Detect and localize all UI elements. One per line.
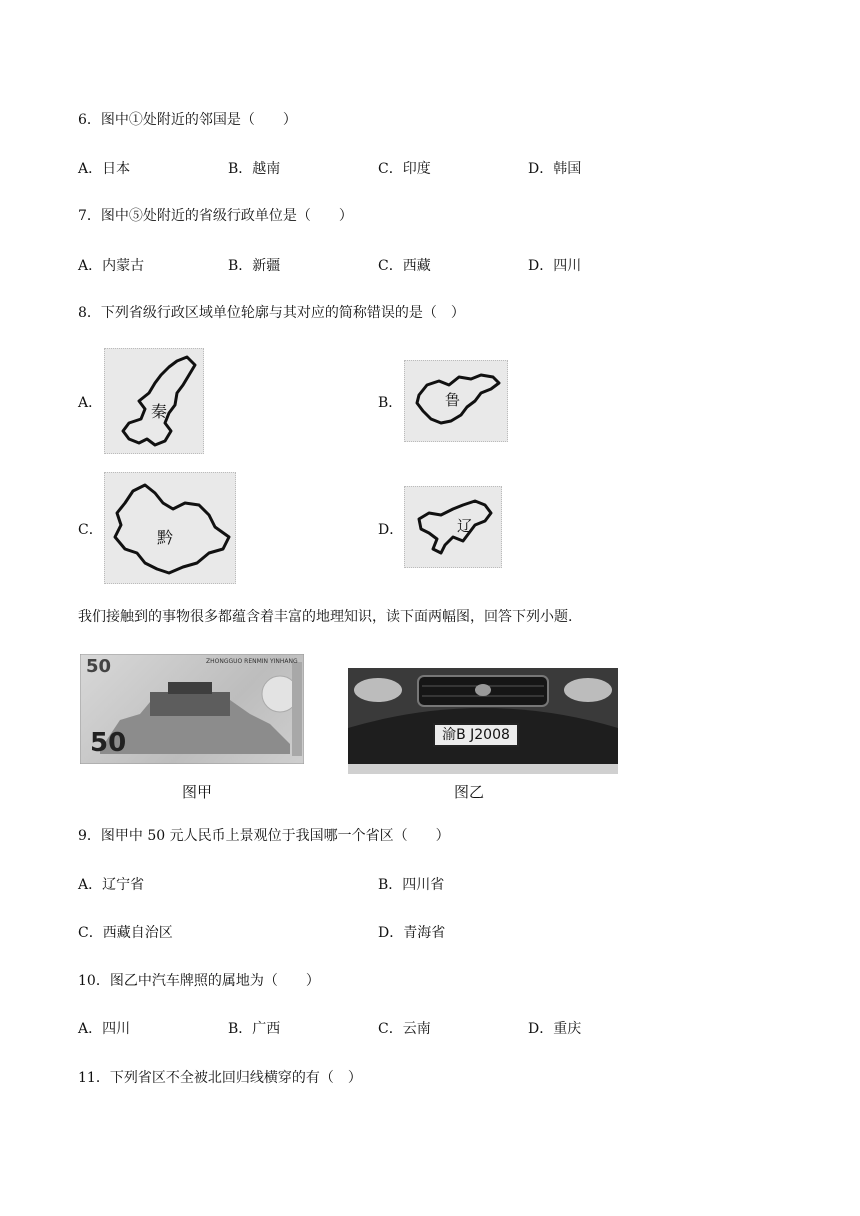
q6-stem: 6．图中①处附近的邻国是（ ） bbox=[78, 112, 297, 128]
q8-option-c-label: C． bbox=[78, 522, 103, 538]
q9-option-b: B．四川省 bbox=[378, 877, 445, 893]
figure-yi-caption: 图乙 bbox=[454, 783, 485, 801]
figure-jia-banknote bbox=[80, 654, 304, 764]
q7-option-d: D．四川 bbox=[528, 258, 582, 274]
q8-option-a-abbr: 秦 bbox=[151, 402, 168, 421]
q8-stem: 8．下列省级行政区域单位轮廓与其对应的简称错误的是（ ） bbox=[78, 305, 465, 321]
q9-stem: 9．图甲中 50 元人民币上景观位于我国哪一个省区（ ） bbox=[78, 828, 450, 844]
q8-option-b-abbr: 鲁 bbox=[445, 391, 461, 409]
q10-stem: 10．图乙中汽车牌照的属地为（ ） bbox=[78, 973, 320, 989]
q8-option-a-map bbox=[104, 348, 204, 454]
q6-option-d: D．韩国 bbox=[528, 161, 582, 177]
q8-option-b-label: B． bbox=[378, 395, 403, 411]
q8-option-c-map bbox=[104, 472, 236, 584]
license-plate: 渝B J2008 bbox=[433, 723, 519, 747]
banknote-value-bottom: 50 bbox=[90, 728, 127, 758]
figure-yi-car bbox=[348, 668, 618, 774]
q7-option-c: C．西藏 bbox=[378, 258, 431, 274]
q9-option-a: A．辽宁省 bbox=[78, 877, 145, 893]
q8-option-d-abbr: 辽 bbox=[457, 517, 473, 535]
q10-option-c: C．云南 bbox=[378, 1021, 431, 1037]
figure-jia-caption: 图甲 bbox=[182, 783, 213, 801]
banknote-value-top: 50 bbox=[86, 656, 112, 677]
q6-option-b: B．越南 bbox=[228, 161, 281, 177]
q8-option-a-label: A． bbox=[78, 395, 103, 411]
q8-option-c-abbr: 黔 bbox=[157, 528, 174, 547]
car-front-icon bbox=[348, 668, 618, 774]
q10-option-a: A．四川 bbox=[78, 1021, 131, 1037]
q10-option-b: B．广西 bbox=[228, 1021, 281, 1037]
q8-option-b-map bbox=[404, 360, 508, 442]
q9-option-c: C．西藏自治区 bbox=[78, 925, 173, 941]
liaoning-outline-icon bbox=[405, 487, 501, 567]
q9-option-d: D．青海省 bbox=[378, 925, 446, 941]
intro-text: 我们接触到的事物很多都蕴含着丰富的地理知识，读下面两幅图，回答下列小题. bbox=[78, 609, 573, 625]
q7-option-a: A．内蒙古 bbox=[78, 258, 145, 274]
q10-option-d: D．重庆 bbox=[528, 1021, 582, 1037]
q6-option-c: C．印度 bbox=[378, 161, 431, 177]
q7-stem: 7．图中⑤处附近的省级行政单位是（ ） bbox=[78, 208, 353, 224]
q6-option-a: A．日本 bbox=[78, 161, 131, 177]
banknote-issuer-text: ZHONGGUO RENMIN YINHANG bbox=[206, 658, 298, 665]
q11-stem: 11．下列省区不全被北回归线横穿的有（ ） bbox=[78, 1070, 362, 1086]
q8-option-d-map bbox=[404, 486, 502, 568]
q7-option-b: B．新疆 bbox=[228, 258, 281, 274]
q8-option-d-label: D． bbox=[378, 522, 404, 538]
